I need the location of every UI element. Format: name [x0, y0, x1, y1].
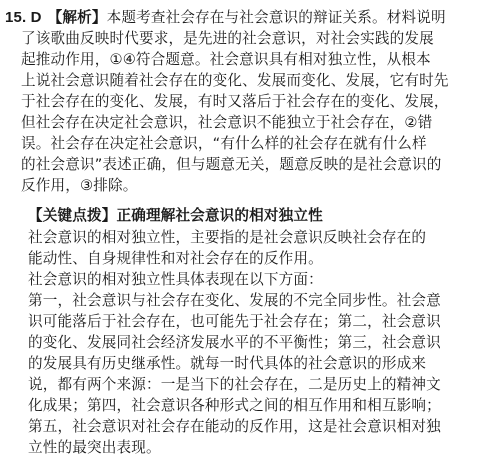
key-point-line-1: 社会意识的相对独立性，主要指的是社会意识反映社会存在的 [28, 229, 427, 246]
analysis-text: 本题考查社会存在与社会意识的辩证关系。材料说明 [106, 9, 446, 26]
analysis-line-9: 反作用，③排除。 [21, 177, 138, 194]
key-point-line-4: 第一，社会意识与社会存在变化、发展的不完全同步性。社会意 [28, 292, 441, 309]
analysis-line-2: 了该歌曲反映时代要求，是先进的社会意识，对社会实践的发展 [21, 30, 434, 47]
analysis-tag: 【解析】 [47, 9, 107, 26]
question-number: 15. D [5, 9, 42, 26]
key-point-line-9: 化成果；第四，社会意识各种形式之间的相互作用和相互影响； [28, 397, 441, 414]
analysis-line-1 [5, 8, 446, 28]
key-point-line-10: 第五，社会意识对社会存在能动的反作用，这是社会意识相对独 [28, 418, 441, 435]
key-point-line-5: 识可能落后于社会存在，也可能先于社会存在；第二，社会意识 [28, 313, 441, 330]
analysis-line-3: 起推动作用，①④符合题意。社会意识具有相对独立性，从根本 [21, 51, 431, 68]
analysis-line-7: 误。社会存在决定社会意识，“有什么样的社会存在就有什么样 [21, 135, 427, 152]
key-point-line-2: 能动性、自身规律性和对社会存在的反作用。 [28, 250, 323, 267]
key-point-title: 【关键点拨】正确理解社会意识的相对独立性 [28, 207, 323, 224]
analysis-line-6: 但社会存在决定社会意识，社会意识不能独立于社会存在，②错 [21, 114, 433, 131]
analysis-line-4: 上说社会意识随着社会存在的变化、发展而变化、发展，它有时先 [21, 72, 449, 89]
key-point-line-6: 的变化、发展同社会经济发展水平的不平衡性；第三，社会意识 [28, 334, 441, 351]
clipped-top-text-remnant [46, 0, 126, 4]
key-point-line-7: 的发展具有历史继承性。就每一时代具体的社会意识的形成来 [28, 355, 427, 372]
key-point-line-8: 说，都有两个来源：一是当下的社会存在，二是历史上的精神文 [28, 376, 441, 393]
analysis-line-8: 的社会意识”表述正确，但与题意无关，题意反映的是社会意识的 [21, 156, 442, 173]
analysis-line-5: 于社会存在的变化、发展，有时又落后于社会存在的变化、发展， [21, 93, 449, 110]
key-point-line-3: 社会意识的相对独立性具体表现在以下方面： [28, 271, 323, 288]
key-point-line-11: 立性的最突出表现。 [28, 439, 161, 456]
